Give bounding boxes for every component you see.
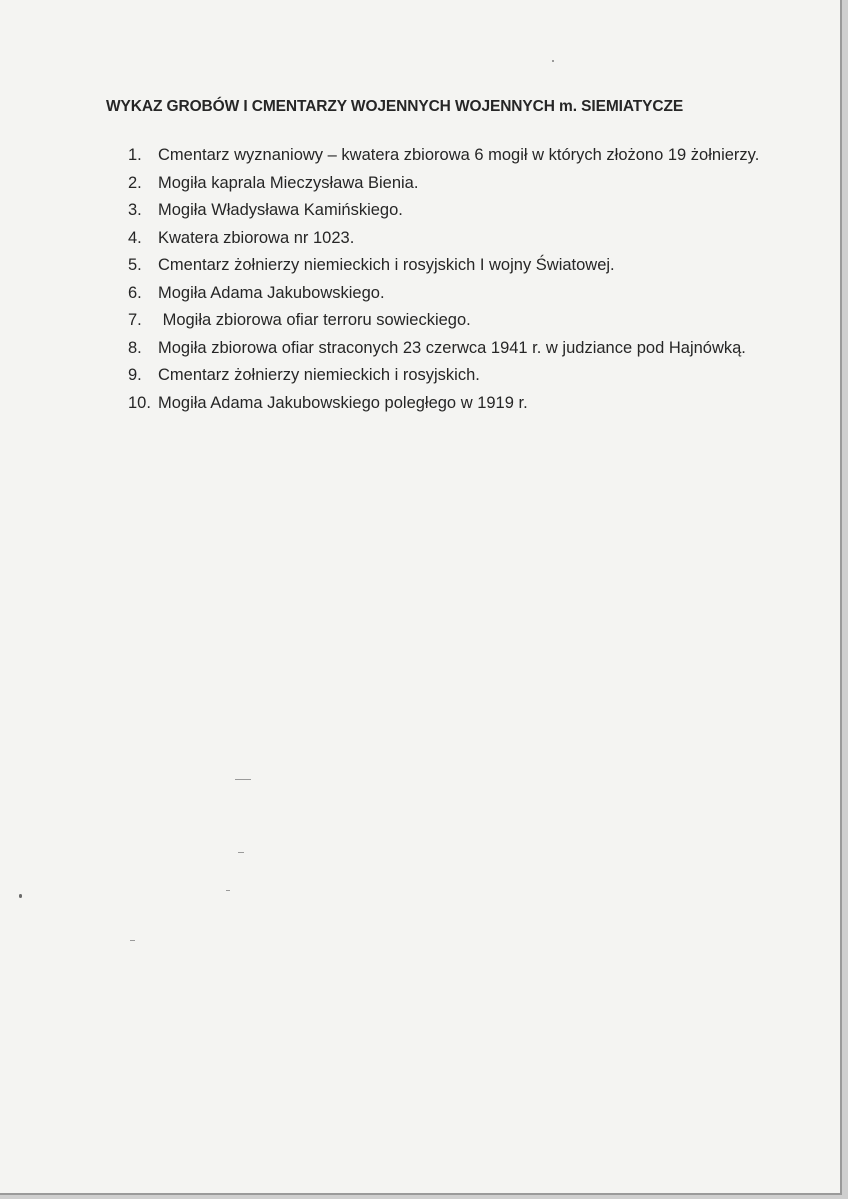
scan-speck (238, 852, 244, 853)
list-item (128, 252, 768, 280)
list-item-number: 9. (128, 366, 142, 384)
list-item-number: 1. (128, 146, 142, 164)
list-item-text: Mogiła zbiorowa ofiar terroru sowieckiego. (158, 311, 471, 329)
list-item-text: Kwatera zbiorowa nr 1023. (158, 228, 355, 247)
list-item-text: Cmentarz żołnierzy niemieckich i rosyjskich. (158, 366, 480, 384)
list-item (128, 335, 768, 363)
list-item (128, 280, 768, 308)
list-item-text: Mogiła Władysława Kamińskiego. (158, 201, 403, 219)
grave-list (128, 142, 768, 417)
list-item-text: Mogiła Adama Jakubowskiego poległego w 1919 r. (158, 393, 528, 412)
scan-speck (19, 894, 22, 898)
list-item (128, 197, 768, 225)
document-title: WYKAZ GROBÓW I CMENTARZY WOJENNYCH WOJENNYCH m. SIEMIATYCZE (106, 98, 684, 115)
list-item (128, 362, 768, 390)
scan-speck (552, 60, 554, 62)
list-item (128, 225, 768, 253)
list-item (128, 170, 768, 198)
list-item-number: 10. (128, 393, 151, 412)
list-item-number: 5. (128, 256, 142, 274)
list-item-text: Cmentarz wyznaniowy – kwatera zbiorowa 6 mogił w których złożono 19 żołnierzy. (158, 146, 760, 164)
list-item-number: 3. (128, 201, 142, 219)
scan-speck (130, 940, 135, 941)
scan-speck (226, 890, 230, 891)
list-item-number: 6. (128, 283, 142, 302)
scan-speck (235, 779, 251, 780)
list-item-text: Cmentarz żołnierzy niemieckich i rosyjskich I wojny Światowej. (158, 256, 615, 274)
list-item-number: 8. (128, 338, 142, 357)
list-item-number: 7. (128, 311, 142, 329)
list-item (128, 142, 768, 170)
list-item-number: 2. (128, 173, 142, 192)
list-item-text: Mogiła kaprala Mieczysława Bienia. (158, 173, 419, 192)
list-item (128, 307, 768, 335)
list-item-text: Mogiła Adama Jakubowskiego. (158, 283, 385, 302)
list-item (128, 390, 768, 418)
list-item-text: Mogiła zbiorowa ofiar straconych 23 czerwca 1941 r. w judziance pod Hajnówką. (158, 338, 746, 357)
list-item-number: 4. (128, 228, 142, 247)
